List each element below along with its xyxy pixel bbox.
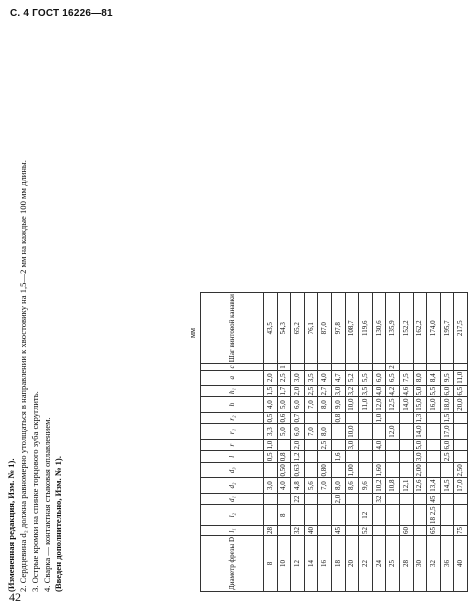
table-cell: 25 <box>386 535 400 591</box>
note-line: (Введен дополнительно, Изм. № 1). <box>53 456 64 592</box>
table-row <box>440 293 454 592</box>
table-cell <box>277 439 291 451</box>
table-cell <box>359 424 373 439</box>
table-cell <box>386 412 400 424</box>
table-cell <box>427 412 441 424</box>
table-cell: 3,2 <box>345 385 359 397</box>
table-cell <box>345 364 359 371</box>
table-cell <box>304 412 318 424</box>
table-cell <box>372 424 386 439</box>
table-cell <box>440 463 454 478</box>
table-cell <box>440 364 454 371</box>
table-cell: 8 <box>277 505 291 526</box>
table-cell: 7,0 <box>318 478 332 493</box>
table-cell: 87,0 <box>318 293 332 364</box>
table-cell: 0,5 <box>264 451 278 463</box>
table-cell: 17,0 <box>454 478 468 493</box>
column-header: h <box>201 397 264 412</box>
column-header: c <box>201 364 264 371</box>
table-cell: 217,5 <box>454 293 468 364</box>
table-cell: 2,7 <box>318 385 332 397</box>
unit-label: мм <box>188 327 197 338</box>
table-cell: 11,0 <box>359 397 373 412</box>
page-header: С. 4 ГОСТ 16226—81 <box>10 8 113 19</box>
table-cell: 22 <box>291 493 305 505</box>
table-cell <box>359 364 373 371</box>
table-cell: 0,6 <box>277 412 291 424</box>
table-cell: 5,5 <box>427 385 441 397</box>
table-cell: 8 <box>264 535 278 591</box>
table-cell: 1,6 <box>331 451 345 463</box>
table-cell: 4,8 <box>291 478 305 493</box>
table-cell: 10,0 <box>345 397 359 412</box>
table-cell: 14,0 <box>413 424 427 439</box>
table-cell: 5,0 <box>277 397 291 412</box>
table-cell: 1,0 <box>372 412 386 424</box>
table-cell <box>427 364 441 371</box>
table-cell: 3,0 <box>331 385 345 397</box>
table-cell <box>264 463 278 478</box>
table-cell: 28 <box>399 535 413 591</box>
table-cell <box>304 364 318 371</box>
table-cell <box>331 505 345 526</box>
table-cell <box>318 412 332 424</box>
table-cell: 12,5 <box>386 397 400 412</box>
table-cell: 6,5 <box>454 385 468 397</box>
table-cell: 16,0 <box>427 397 441 412</box>
table-cell: 24 <box>372 535 386 591</box>
table-cell <box>440 505 454 526</box>
table-cell: 108,7 <box>345 293 359 364</box>
table-cell: 40 <box>454 535 468 591</box>
table-cell <box>372 364 386 371</box>
column-header: r₁ <box>201 424 264 439</box>
table-cell: 17,0 <box>440 424 454 439</box>
table-cell <box>304 463 318 478</box>
table-cell: 1,3 <box>413 412 427 424</box>
table-cell: 8,6 <box>345 478 359 493</box>
column-header: l₂ <box>201 505 264 526</box>
table-body <box>264 293 468 592</box>
table-row <box>454 293 468 592</box>
table-cell: 12 <box>359 505 373 526</box>
table-cell <box>399 424 413 439</box>
table-cell: 8,0 <box>413 370 427 385</box>
table-row <box>359 293 373 592</box>
table-cell <box>399 505 413 526</box>
table-cell: 45 <box>427 493 441 505</box>
header-row <box>201 293 264 592</box>
table-cell: 6,0 <box>291 424 305 439</box>
table-cell <box>291 364 305 371</box>
table-cell: 32 <box>372 493 386 505</box>
table-row <box>264 293 278 592</box>
table-cell: 7,0 <box>304 424 318 439</box>
column-header: l <box>201 451 264 463</box>
table-cell <box>264 505 278 526</box>
table-cell <box>440 493 454 505</box>
table-cell: 20 <box>345 535 359 591</box>
table-cell: 14,0 <box>399 397 413 412</box>
table-cell <box>345 493 359 505</box>
table-cell <box>386 505 400 526</box>
table-cell: 6,0 <box>440 385 454 397</box>
table-cell: 0,80 <box>318 463 332 478</box>
table-cell <box>345 525 359 535</box>
table-cell <box>372 451 386 463</box>
table-cell <box>427 424 441 439</box>
column-header: d₁ <box>201 493 264 505</box>
table-row <box>304 293 318 592</box>
note-line: 2. Сердцевина d₂ должна равномерно утолщаться в направлении к хвостовику на 1,5—2 мм на каждые 100 мм длины. <box>17 160 28 592</box>
table-cell: 3,3 <box>264 424 278 439</box>
table-cell <box>454 364 468 371</box>
table-cell: 8,0 <box>318 397 332 412</box>
table-cell: 130,6 <box>372 293 386 364</box>
table-row <box>413 293 427 592</box>
table-cell: 12,0 <box>372 397 386 412</box>
table-cell <box>345 451 359 463</box>
table-cell <box>454 439 468 451</box>
table-cell <box>454 493 468 505</box>
table-cell: 6,0 <box>291 397 305 412</box>
table-cell: 195,7 <box>440 293 454 364</box>
table-cell <box>304 505 318 526</box>
table-cell: 5,0 <box>277 424 291 439</box>
table-cell <box>304 451 318 463</box>
table-row <box>372 293 386 592</box>
table-cell: 43,5 <box>264 293 278 364</box>
table-row <box>399 293 413 592</box>
table-cell <box>318 364 332 371</box>
table-cell <box>359 439 373 451</box>
table-cell <box>413 493 427 505</box>
table-cell <box>359 463 373 478</box>
table-cell: 3,0 <box>291 370 305 385</box>
table-cell: 2,5 <box>440 451 454 463</box>
table-cell <box>318 525 332 535</box>
table-cell: 1,5 <box>440 412 454 424</box>
table-cell: 45 <box>331 525 345 535</box>
table-cell <box>277 493 291 505</box>
table-cell: 1,0 <box>264 439 278 451</box>
table-cell: 6,0 <box>440 439 454 451</box>
table-cell: 20,0 <box>454 397 468 412</box>
table-cell: 4,7 <box>331 370 345 385</box>
table-cell: 2 <box>386 364 400 371</box>
table-cell: 22 <box>359 535 373 591</box>
table-cell: 3,0 <box>345 439 359 451</box>
table-cell: 11,0 <box>454 370 468 385</box>
table-cell: 5,2 <box>345 370 359 385</box>
table-cell <box>318 505 332 526</box>
table-cell <box>399 463 413 478</box>
table-row <box>331 293 345 592</box>
table-cell: 36 <box>440 535 454 591</box>
table-cell <box>413 364 427 371</box>
table-cell: 12,6 <box>413 478 427 493</box>
table-cell <box>277 525 291 535</box>
page-number: 42 <box>9 590 21 604</box>
table-cell: 0,50 <box>277 463 291 478</box>
table-cell: 2,50 <box>454 463 468 478</box>
table-cell: 10,0 <box>345 424 359 439</box>
table-cell <box>318 493 332 505</box>
table-cell <box>386 493 400 505</box>
table-cell: 2,0 <box>291 439 305 451</box>
column-header: h₁ <box>201 385 264 397</box>
table-cell: 32 <box>427 535 441 591</box>
table-cell: 4,0 <box>372 385 386 397</box>
table-cell <box>399 493 413 505</box>
table-cell: 13,4 <box>427 478 441 493</box>
table-cell: 2,0 <box>264 370 278 385</box>
table-cell: 5,5 <box>359 370 373 385</box>
table-cell: 54,3 <box>277 293 291 364</box>
table-cell: 10,8 <box>386 478 400 493</box>
table-cell <box>440 525 454 535</box>
table-cell: 2,5 <box>277 370 291 385</box>
table-cell <box>427 463 441 478</box>
table-cell: 2,0 <box>331 493 345 505</box>
table-cell: 0,63 <box>291 463 305 478</box>
table-cell: 6,0 <box>372 370 386 385</box>
table-cell: 12,0 <box>386 424 400 439</box>
table-cell: 76,1 <box>304 293 318 364</box>
column-header: d₂ <box>201 478 264 493</box>
column-header: r <box>201 439 264 451</box>
table-cell: 8,0 <box>331 478 345 493</box>
table-cell <box>331 364 345 371</box>
table-cell <box>331 439 345 451</box>
table-cell: 3,0 <box>264 478 278 493</box>
table-cell: 8,4 <box>427 370 441 385</box>
table-cell <box>359 412 373 424</box>
table-cell: 60 <box>399 525 413 535</box>
table-cell <box>454 424 468 439</box>
table-cell: 10 <box>277 535 291 591</box>
table-cell: 65 <box>427 525 441 535</box>
table-cell: 15,0 <box>413 397 427 412</box>
notes-block <box>6 42 65 592</box>
table-cell: 16 <box>318 535 332 591</box>
table-cell: 75 <box>454 525 468 535</box>
column-header: d₃ <box>201 463 264 478</box>
table-cell: 97,8 <box>331 293 345 364</box>
table-cell: 7,5 <box>399 370 413 385</box>
table-cell: 174,0 <box>427 293 441 364</box>
table-cell: 28 <box>264 525 278 535</box>
table-cell: 3,5 <box>359 385 373 397</box>
table-cell: 2,5 <box>318 439 332 451</box>
table-cell: 7,0 <box>304 397 318 412</box>
table-cell: 14 <box>304 535 318 591</box>
table-cell <box>359 451 373 463</box>
table-cell <box>399 412 413 424</box>
table-header <box>201 293 264 592</box>
table-cell: 0,8 <box>277 451 291 463</box>
table-cell <box>413 505 427 526</box>
table-cell: 4,0 <box>372 439 386 451</box>
table-cell <box>399 439 413 451</box>
table-cell: 6,5 <box>386 370 400 385</box>
table-cell: 14,5 <box>440 478 454 493</box>
table-row <box>277 293 291 592</box>
table-cell <box>399 451 413 463</box>
table-cell <box>264 493 278 505</box>
table-cell: 9,0 <box>331 397 345 412</box>
table-cell: 12,1 <box>399 478 413 493</box>
table-cell: 0,5 <box>264 412 278 424</box>
table-cell <box>386 439 400 451</box>
column-header: a <box>201 370 264 385</box>
table-cell: 135,9 <box>386 293 400 364</box>
table-cell: 0,8 <box>331 412 345 424</box>
table-cell: 2,00 <box>413 463 427 478</box>
table-cell: 10,2 <box>372 478 386 493</box>
table-cell <box>304 439 318 451</box>
note-line: (Измененная редакция, Изм. № 1). <box>6 458 16 592</box>
table-cell <box>372 505 386 526</box>
table-cell: 18,0 <box>440 397 454 412</box>
table-cell <box>386 463 400 478</box>
table-cell: 30 <box>413 535 427 591</box>
table-cell: 4,0 <box>277 478 291 493</box>
table-cell <box>359 493 373 505</box>
table-cell: 2,5 <box>304 385 318 397</box>
dimensions-table <box>200 292 468 592</box>
table-cell <box>386 451 400 463</box>
table-cell <box>427 439 441 451</box>
note-line: 3. Острые кромки на спинке торцового зуба скруглить. <box>29 391 40 592</box>
table-cell <box>345 412 359 424</box>
table-cell: 1 <box>277 364 291 371</box>
table-cell: 1,7 <box>277 385 291 397</box>
table-cell <box>331 424 345 439</box>
table-cell: 5,6 <box>304 478 318 493</box>
table-cell: 1,2 <box>291 451 305 463</box>
table-cell: 65,2 <box>291 293 305 364</box>
table-cell: 162,2 <box>413 293 427 364</box>
table-cell: 8,0 <box>318 424 332 439</box>
table-cell: 3,0 <box>413 451 427 463</box>
table-cell: 9,5 <box>440 370 454 385</box>
table-row <box>291 293 305 592</box>
table-cell: 1,5 <box>264 385 278 397</box>
table-cell: 9,6 <box>359 478 373 493</box>
table-cell: 5,0 <box>413 385 427 397</box>
table-row <box>427 293 441 592</box>
table-cell: 40 <box>304 525 318 535</box>
table-cell <box>345 505 359 526</box>
table-cell <box>427 451 441 463</box>
rotated-content <box>6 33 465 598</box>
table-cell: 119,6 <box>359 293 373 364</box>
table-cell <box>454 451 468 463</box>
table-cell: 4,2 <box>386 385 400 397</box>
table-cell: 152,2 <box>399 293 413 364</box>
table-cell <box>372 525 386 535</box>
table-cell: 1,60 <box>372 463 386 478</box>
table-cell <box>399 364 413 371</box>
table-cell: 4,6 <box>399 385 413 397</box>
table-cell: 3,5 <box>304 370 318 385</box>
column-header: r₂ <box>201 412 264 424</box>
table-cell <box>291 505 305 526</box>
table-cell <box>318 451 332 463</box>
table-cell: 0,7 <box>291 412 305 424</box>
table-row <box>345 293 359 592</box>
note-line: 4. Сварка — контактная стыковая оплавлением. <box>41 417 52 592</box>
column-header: Диаметр фрезы D <box>201 535 264 591</box>
column-header: l₁ <box>201 525 264 535</box>
table-cell: 4,0 <box>264 397 278 412</box>
table-cell <box>304 493 318 505</box>
table-cell: 2,0 <box>291 385 305 397</box>
table-cell: 18 2,5 <box>427 505 441 526</box>
table-cell: 18 <box>331 535 345 591</box>
table-cell: 32 <box>291 525 305 535</box>
table-row <box>318 293 332 592</box>
table-cell: 5,0 <box>413 439 427 451</box>
column-header: Шаг винтовой канавки <box>201 293 264 364</box>
table-cell: 52 <box>359 525 373 535</box>
table-cell <box>331 463 345 478</box>
table-cell: 12 <box>291 535 305 591</box>
table-cell <box>454 505 468 526</box>
table-cell <box>264 364 278 371</box>
table-cell <box>454 412 468 424</box>
table-cell <box>413 525 427 535</box>
table-cell: 1,00 <box>345 463 359 478</box>
table-row <box>386 293 400 592</box>
table-cell: 4,0 <box>318 370 332 385</box>
table-cell <box>386 525 400 535</box>
